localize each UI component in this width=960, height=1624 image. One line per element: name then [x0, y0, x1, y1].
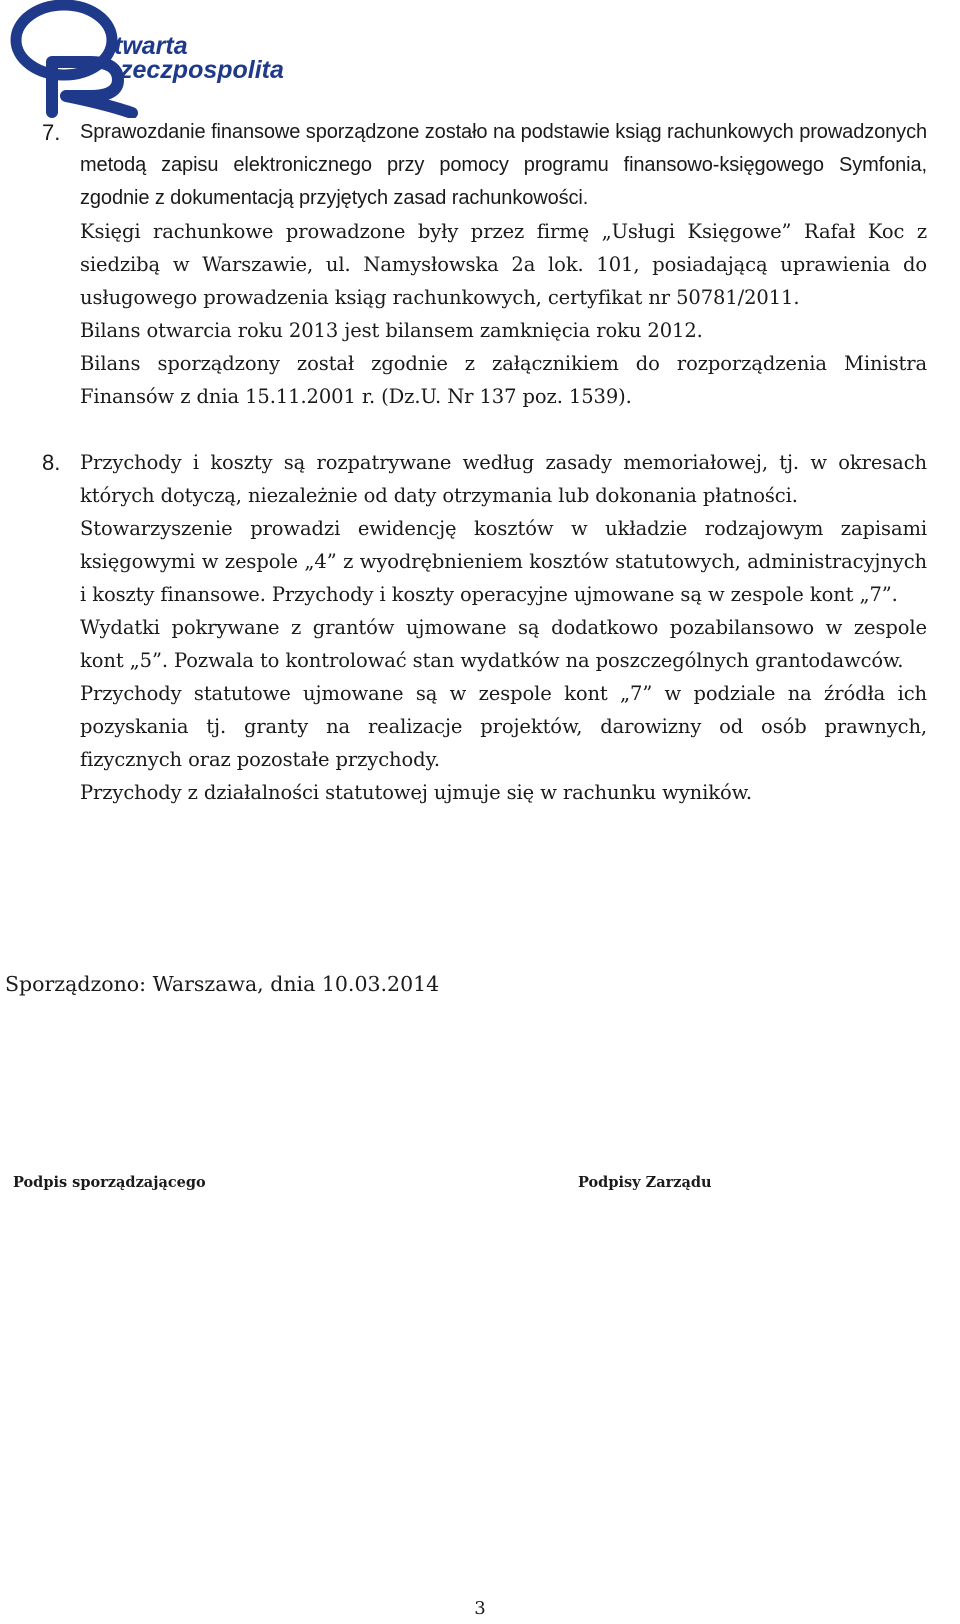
section-number: 7. [42, 120, 61, 145]
document-body [0, 116, 960, 809]
place-and-date: Sporządzono: Warszawa, dnia 10.03.2014 [5, 972, 440, 996]
logo-line2: zeczpospolita [120, 56, 284, 84]
paragraph: Stowarzyszenie prowadzi ewidencję kosztów w układzie rodzajowym zapisami księgowymi w zespole „4” z wyodrębnieniem kosztów statutowych, administracyjnych i koszty finansowe. Przychody i koszty operacyjne ujmowane są w zespole kont „7”. [80, 517, 927, 606]
page-number: 3 [474, 1598, 486, 1619]
logo-line1: twarta [114, 32, 188, 60]
signature-board-label: Podpisy Zarządu [578, 1174, 712, 1191]
paragraph: Wydatki pokrywane z grantów ujmowane są dodatkowo pozabilansowo w zespole kont „5”. Pozwala to kontrolować stan wydatków na poszczególnych grantodawców. [80, 616, 927, 672]
otwarta-rzeczpospolita-logo [6, 0, 386, 118]
paragraph: Bilans otwarcia roku 2013 jest bilansem zamknięcia roku 2012. [80, 319, 703, 342]
paragraph: Księgi rachunkowe prowadzone były przez firmę „Usługi Księgowe” Rafał Koc z siedzibą w Warszawie, ul. Namysłowska 2a lok. 101, posiadającą uprawienia do usługowego prowadzenia ksiąg rachunkowych, certyfikat nr 50781/2011. [80, 220, 927, 309]
section-8 [0, 446, 960, 809]
paragraph: Przychody statutowe ujmowane są w zespole kont „7” w podziale na źródła ich pozyskania tj. granty na realizacje projektów, darowizny od osób prawnych, fizycznych oraz pozostałe przychody. [80, 682, 927, 771]
signature-preparer-label: Podpis sporządzającego [13, 1174, 206, 1191]
section-number: 8. [42, 450, 61, 475]
paragraph: Sprawozdanie finansowe sporządzone zostało na podstawie ksiąg rachunkowych prowadzonych metodą zapisu elektronicznego przy pomocy programu finansowo-księgowego Symfonia, zgodnie z dokumentacją przyjętych zasad rachunkowości. [80, 121, 927, 209]
spacer [0, 413, 960, 446]
paragraph: Przychody i koszty są rozpatrywane według zasady memoriałowej, tj. w okresach których dotyczą, niezależnie od daty otrzymania lub dokonania płatności. [80, 451, 927, 507]
section-7 [0, 116, 960, 413]
paragraph: Przychody z działalności statutowej ujmuje się w rachunku wyników. [80, 781, 752, 804]
paragraph: Bilans sporządzony został zgodnie z załącznikiem do rozporządzenia Ministra Finansów z dnia 15.11.2001 r. (Dz.U. Nr 137 poz. 1539). [80, 352, 927, 408]
